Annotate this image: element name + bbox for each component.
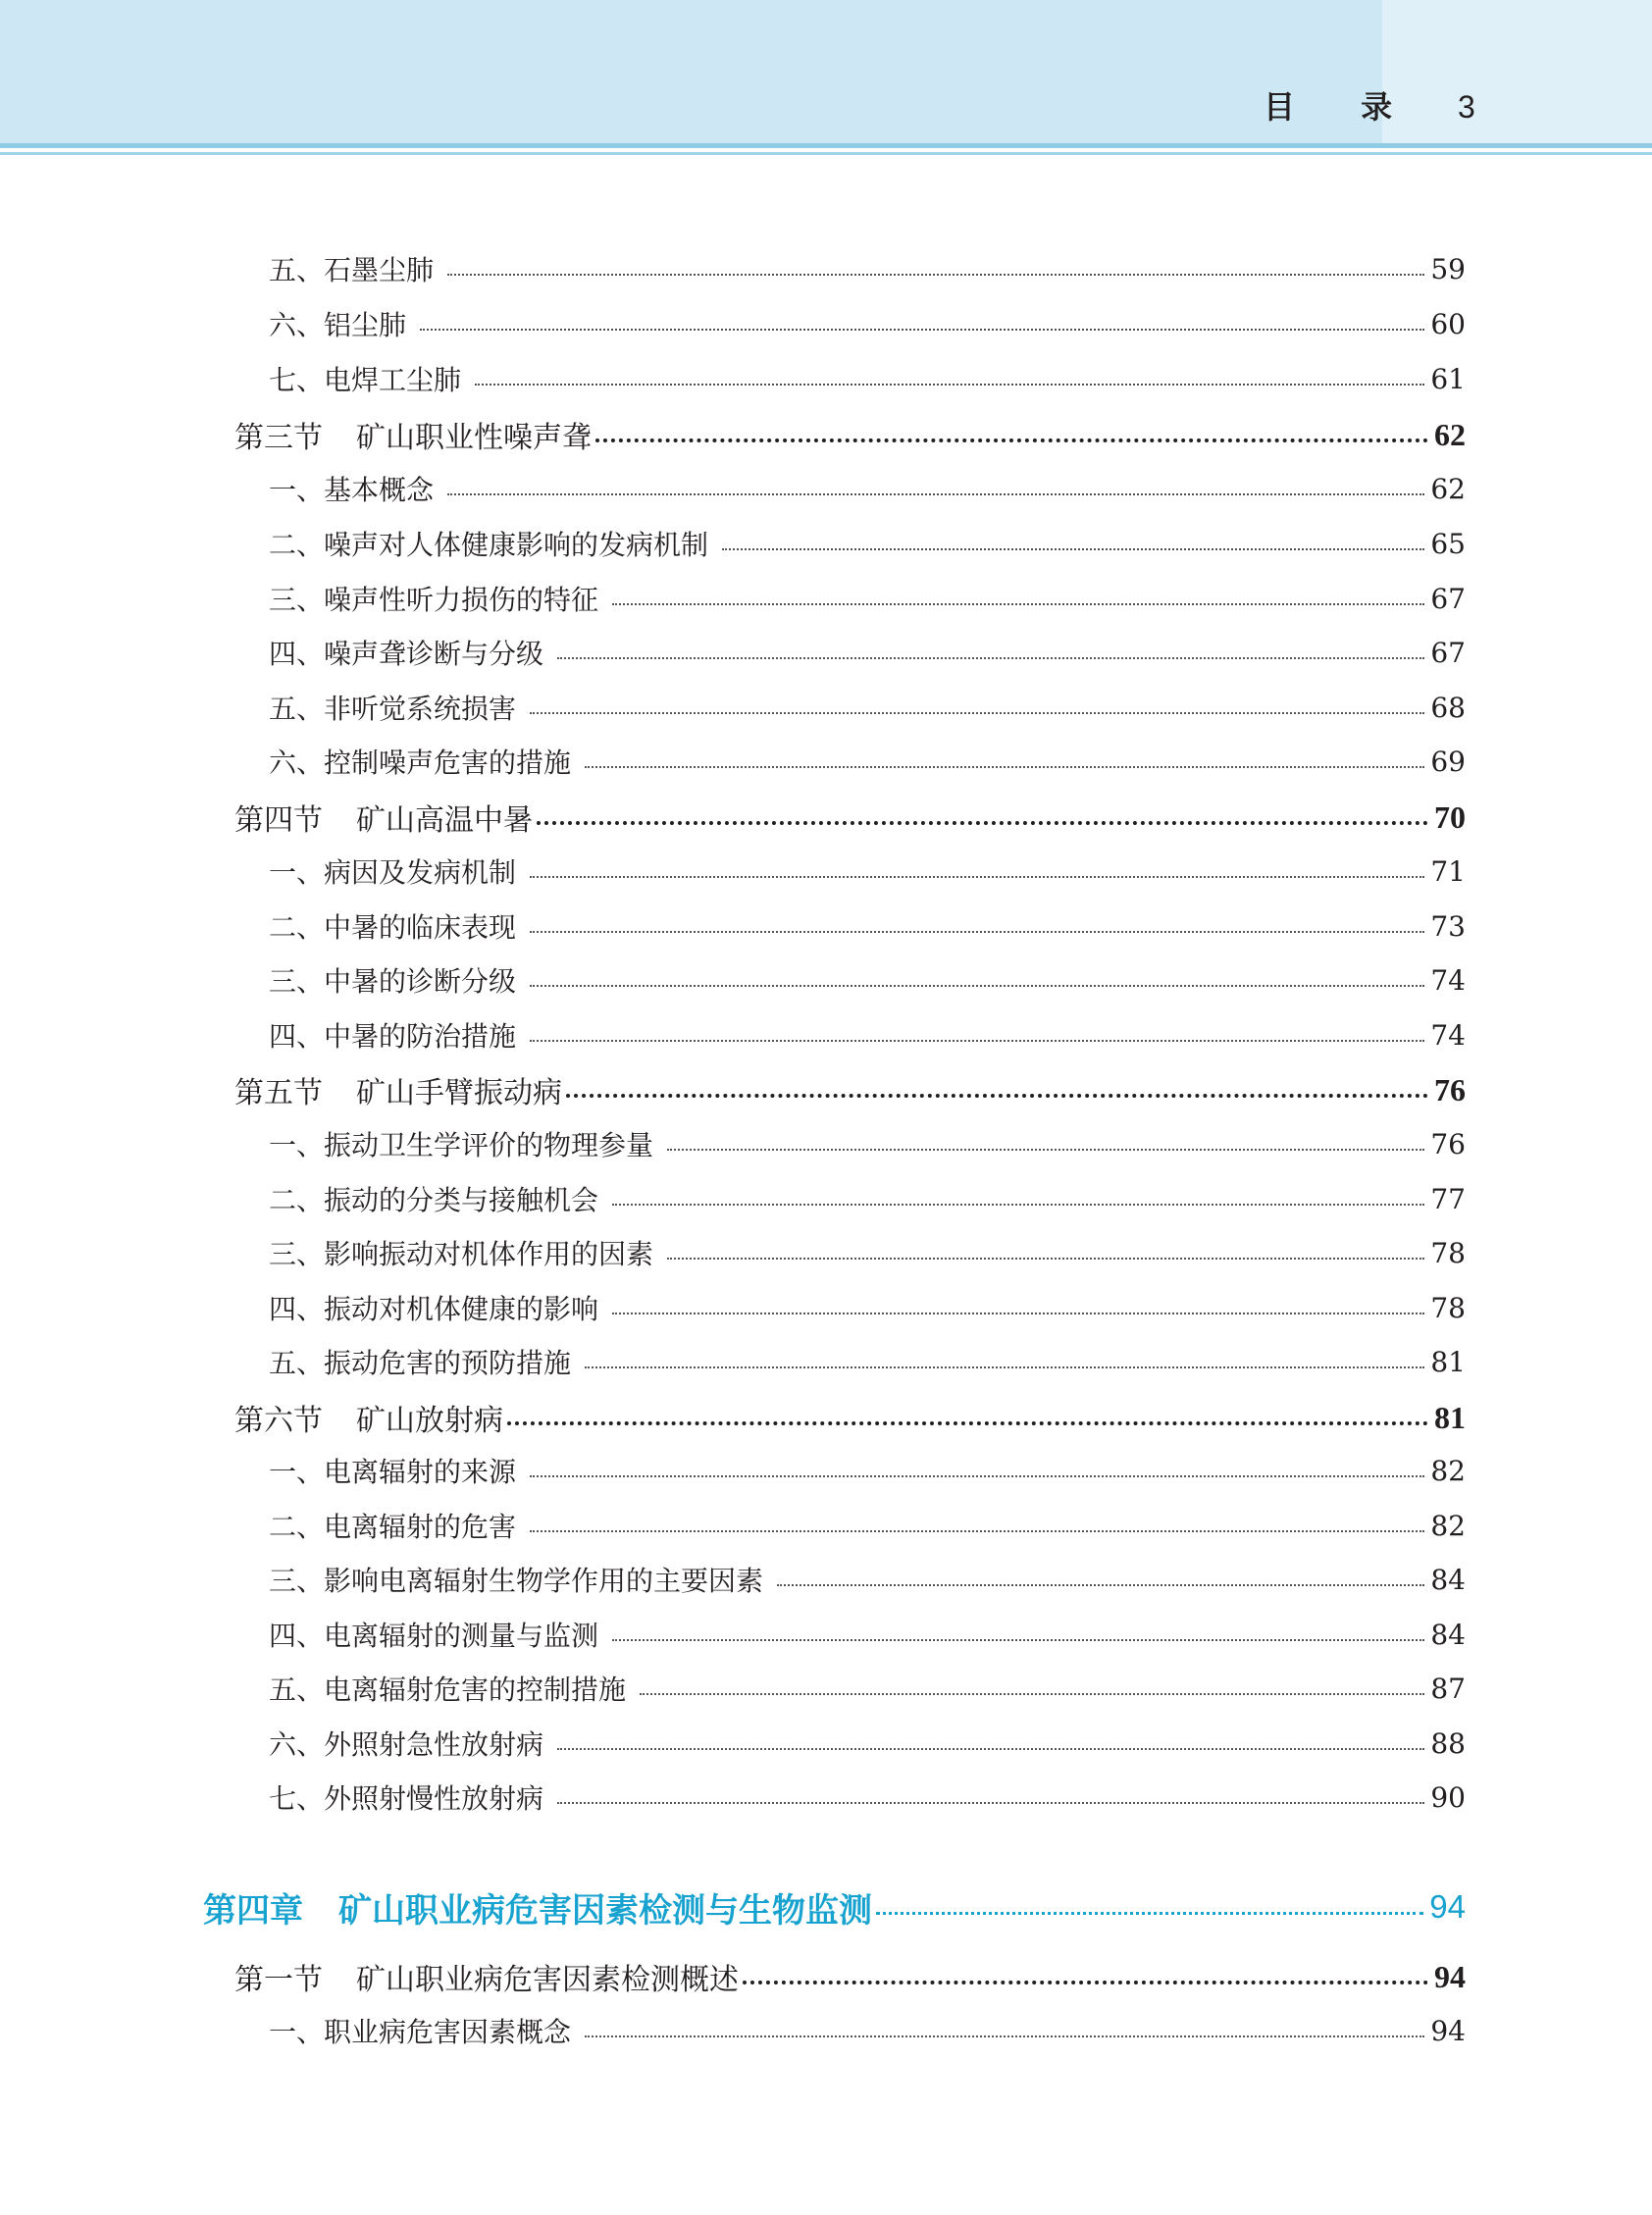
leader-dots [777, 1584, 1424, 1586]
leader-dots [612, 1204, 1424, 1206]
toc-entry[interactable] [0, 355, 1652, 402]
toc-entry[interactable] [0, 1611, 1652, 1658]
toc-entry[interactable] [0, 848, 1652, 895]
leader-dots [530, 985, 1424, 987]
leader-dots [722, 548, 1424, 550]
toc-entry-page: 77 [1430, 1182, 1466, 1215]
toc-entry-label: 七、电焊工尘肺 [269, 364, 462, 396]
toc-entry-label: 三、噪声性听力损伤的特征 [269, 584, 599, 616]
header-rule [0, 143, 1652, 148]
section-number: 第三节 [234, 421, 323, 455]
leader-dots [743, 1981, 1428, 1984]
toc-entry[interactable] [0, 902, 1652, 950]
toc-entry-label: 五、振动危害的预防措施 [269, 1347, 572, 1379]
page-number: 3 [1458, 89, 1475, 125]
section-number: 第一节 [234, 1963, 323, 1997]
section-title: 矿山手臂振动病 [356, 1076, 562, 1110]
toc-entry-page: 67 [1430, 636, 1466, 669]
toc-entry-label: 四、中暑的防治措施 [269, 1020, 517, 1053]
toc-section-label [234, 413, 592, 456]
leader-dots [420, 329, 1424, 331]
toc-entry[interactable] [0, 575, 1652, 622]
toc-entry[interactable] [0, 1120, 1652, 1167]
leader-dots [566, 1094, 1428, 1098]
toc-entry-page: 65 [1430, 527, 1466, 560]
toc-entry[interactable] [0, 1774, 1652, 1821]
toc-entry-page: 68 [1430, 691, 1466, 724]
toc-entry[interactable] [0, 684, 1652, 731]
toc-entry-page: 60 [1430, 307, 1466, 340]
section-number: 第六节 [234, 1404, 323, 1438]
toc-entry-label: 六、外照射急性放射病 [269, 1728, 544, 1761]
leader-dots [667, 1149, 1424, 1151]
leader-dots [595, 438, 1428, 442]
toc-section-page: 76 [1434, 1071, 1466, 1108]
toc-section[interactable] [0, 794, 1652, 841]
toc-entry-page: 90 [1430, 1780, 1466, 1814]
toc-section[interactable] [0, 411, 1652, 458]
toc-entry[interactable] [0, 738, 1652, 785]
running-head-title: 目 录 [1264, 88, 1420, 126]
toc-entry-page: 69 [1430, 745, 1466, 778]
leader-dots [507, 1421, 1428, 1425]
toc-entry[interactable] [0, 1447, 1652, 1494]
leader-dots [530, 1530, 1424, 1532]
toc-entry-label: 二、噪声对人体健康影响的发病机制 [269, 529, 709, 561]
toc-entry-label: 五、电离辐射危害的控制措施 [269, 1674, 627, 1706]
leader-dots [447, 274, 1424, 276]
toc-entry-label: 五、非听觉系统损害 [269, 693, 517, 725]
header-tab [1382, 0, 1652, 143]
toc-section[interactable] [0, 1394, 1652, 1441]
leader-dots [475, 384, 1424, 386]
toc-entry-label: 四、噪声聋诊断与分级 [269, 638, 544, 670]
toc-entry-page: 88 [1430, 1726, 1466, 1760]
toc-entry-page: 84 [1430, 1618, 1466, 1651]
toc-entry-label: 一、职业病危害因素概念 [269, 2016, 572, 2048]
toc-section-page: 81 [1434, 1399, 1466, 1435]
toc-entry-label: 七、外照射慢性放射病 [269, 1782, 544, 1815]
toc-entry-label: 五、石墨尘肺 [269, 254, 435, 286]
toc-entry[interactable] [0, 1556, 1652, 1603]
toc-section-page: 94 [1434, 1958, 1466, 1994]
toc-entry-page: 71 [1430, 854, 1466, 888]
toc-entry-label: 四、振动对机体健康的影响 [269, 1293, 599, 1325]
toc-entry-label: 二、中暑的临床表现 [269, 911, 517, 944]
toc-entry-page: 76 [1430, 1127, 1466, 1160]
leader-dots [876, 1912, 1423, 1915]
chapter-title: 矿山职业病危害因素检测与生物监测 [338, 1890, 872, 1931]
leader-dots [557, 657, 1424, 659]
toc-entry[interactable] [0, 956, 1652, 1004]
toc-entry-page: 82 [1430, 1454, 1466, 1487]
leader-dots [557, 1802, 1424, 1804]
leader-dots [447, 493, 1424, 495]
section-title: 矿山职业性噪声聋 [356, 421, 592, 455]
leader-dots [585, 1366, 1424, 1368]
toc-entry[interactable] [0, 1502, 1652, 1549]
leader-dots [612, 1313, 1424, 1314]
toc-entry-page: 94 [1430, 2014, 1466, 2047]
leader-dots [530, 712, 1424, 714]
toc-entry[interactable] [0, 629, 1652, 676]
toc-entry-page: 67 [1430, 582, 1466, 615]
toc-entry[interactable] [0, 1229, 1652, 1276]
toc-entry-label: 二、电离辐射的危害 [269, 1511, 517, 1543]
toc-entry-label: 一、基本概念 [269, 474, 435, 506]
leader-dots [585, 766, 1424, 768]
toc-section-label [234, 1955, 739, 1998]
toc-chapter-label [203, 1883, 872, 1932]
toc-entry[interactable] [0, 245, 1652, 292]
section-title: 矿山高温中暑 [356, 803, 533, 838]
toc-entry-label: 六、控制噪声危害的措施 [269, 747, 572, 779]
toc-entry[interactable] [0, 520, 1652, 567]
toc-entry-page: 74 [1430, 963, 1466, 997]
toc-section-page: 70 [1434, 798, 1466, 835]
toc-entry-page: 61 [1430, 362, 1466, 395]
toc-section[interactable] [0, 1066, 1652, 1113]
leader-dots [530, 1475, 1424, 1477]
section-number: 第五节 [234, 1076, 323, 1110]
toc-entry[interactable] [0, 1665, 1652, 1712]
toc-section-page: 62 [1434, 416, 1466, 452]
toc-entry-label: 六、铝尘肺 [269, 309, 407, 341]
toc-entry[interactable] [0, 300, 1652, 347]
chapter-number: 第四章 [203, 1890, 303, 1931]
toc-entry-label: 三、中暑的诊断分级 [269, 965, 517, 998]
toc-entry-page: 81 [1430, 1345, 1466, 1378]
leader-dots [530, 931, 1424, 933]
toc-entry-label: 二、振动的分类与接触机会 [269, 1184, 599, 1216]
toc-entry-label: 一、振动卫生学评价的物理参量 [269, 1129, 654, 1161]
toc-entry-page: 84 [1430, 1563, 1466, 1596]
toc-entry-page: 78 [1430, 1236, 1466, 1269]
section-title: 矿山职业病危害因素检测概述 [356, 1963, 739, 1997]
leader-dots [530, 1040, 1424, 1042]
toc-entry[interactable] [0, 1720, 1652, 1767]
leader-dots [667, 1258, 1424, 1260]
toc-entry-label: 一、病因及发病机制 [269, 856, 517, 889]
toc-entry[interactable] [0, 1011, 1652, 1058]
leader-dots [612, 1639, 1424, 1641]
leader-dots [640, 1693, 1424, 1695]
toc-entry-page: 74 [1430, 1018, 1466, 1052]
toc-entry-label: 四、电离辐射的测量与监测 [269, 1620, 599, 1652]
leader-dots [612, 603, 1424, 605]
section-title: 矿山放射病 [356, 1404, 503, 1438]
toc-section-label [234, 796, 533, 839]
toc-entry-page: 78 [1430, 1291, 1466, 1324]
leader-dots [530, 876, 1424, 878]
toc-entry[interactable] [0, 1284, 1652, 1331]
toc-entry-page: 62 [1430, 472, 1466, 505]
section-number: 第四节 [234, 803, 323, 838]
toc-entry-label: 三、影响振动对机体作用的因素 [269, 1238, 654, 1270]
toc-chapter-page: 94 [1429, 1888, 1466, 1925]
toc-entry-label: 一、电离辐射的来源 [269, 1456, 517, 1488]
toc-entry[interactable] [0, 2007, 1652, 2054]
toc-entry[interactable] [0, 1175, 1652, 1222]
toc-entry-page: 73 [1430, 909, 1466, 943]
toc-entry-page: 59 [1430, 252, 1466, 285]
leader-dots [557, 1748, 1424, 1750]
toc-entry[interactable] [0, 465, 1652, 512]
toc-chapter[interactable] [0, 1883, 1652, 1931]
toc-entry-label: 三、影响电离辐射生物学作用的主要因素 [269, 1565, 764, 1597]
leader-dots [537, 821, 1428, 825]
header-rule-thin [0, 152, 1652, 155]
leader-dots [585, 2035, 1424, 2037]
toc-section[interactable] [0, 1953, 1652, 2000]
toc-entry-page: 87 [1430, 1672, 1466, 1705]
toc-entry[interactable] [0, 1338, 1652, 1385]
toc-section-label [234, 1396, 503, 1439]
toc-entry-page: 82 [1430, 1509, 1466, 1542]
toc-section-label [234, 1068, 562, 1111]
